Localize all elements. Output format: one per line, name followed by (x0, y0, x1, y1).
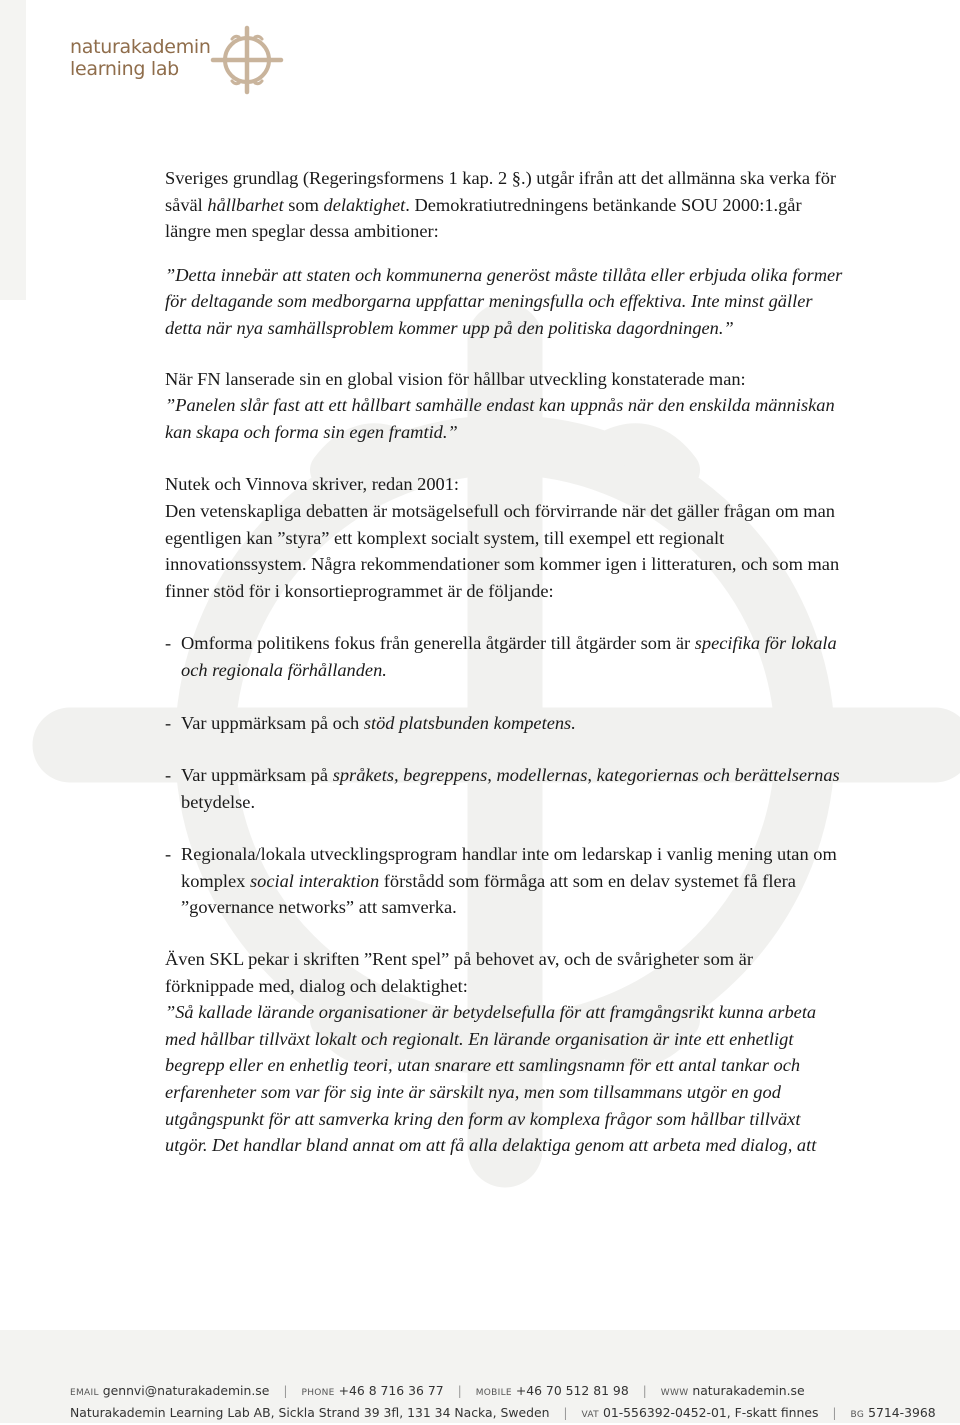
text: Regionala/lokala utvecklingsprogram handlar inte om ledarskap i vanlig mening utan om komplex (181, 844, 837, 891)
list-item (165, 630, 845, 683)
website: naturakademin.se (692, 1383, 805, 1398)
logo-text (70, 36, 220, 80)
emphasis: delaktighet (323, 194, 406, 215)
quote-text: ”Detta innebär att staten och kommunerna generöst måste tillåta eller erbjuda olika former för deltagande som medborgarna uppfattar meningsfulla och effektiva. Inte minst gäller detta när nya samhällsproblem kommer upp på den politiska dagordningen.” (165, 264, 843, 338)
list-dash: - (165, 765, 172, 786)
list-dash: - (165, 633, 172, 654)
text: som (283, 194, 324, 215)
bg-label: BG (850, 1410, 865, 1420)
logo-line-1: naturakademin (70, 36, 211, 58)
footer (70, 1381, 936, 1425)
vat-number: 01-556392-0452-01, F-skatt finnes (602, 1405, 819, 1420)
separator: | (563, 1405, 568, 1420)
separator: | (642, 1383, 647, 1398)
phone-label: PHONE (301, 1388, 335, 1398)
cross-circle-icon (208, 24, 286, 96)
emphasis: stöd platsbunden kompetens. (363, 712, 576, 733)
text: förstådd som förmåga att som en delav systemet få flera ”governance networks” att samverka. (181, 870, 796, 918)
list-item (165, 710, 845, 737)
list-dash: - (165, 844, 172, 865)
paragraph-fn: När FN lanserade sin en global vision för hållbar utveckling konstaterade man: (165, 368, 746, 389)
footer-company-line (70, 1403, 936, 1425)
text: betydelse. (181, 791, 256, 812)
quote-text: ”Så kallade lärande organisationer är betydelsefulla för att framgångsrikt kunna arbeta med hållbar tillväxt lokalt och regionalt. En lärande organisation är inte ett enhetligt begrepp eller en enhetlig teori, utan snarare ett samlingsnamn för ett antal tankar och erfarenheter som var för sig inte är särskilt nya, men som tillsammans utgör en god utgångspunkt för att samverka kring den form av komplexa frågor som hållbar tillväxt utgör. Det handlar bland annat om att få alla delaktiga genom att arbeta med dialog, att (165, 1002, 817, 1156)
list-dash: - (165, 712, 172, 733)
separator: | (457, 1383, 462, 1398)
phone-number: +46 8 716 36 77 (338, 1383, 444, 1398)
list-item (165, 762, 845, 815)
quote-fn-panel (165, 392, 845, 445)
mobile-label: MOBILE (475, 1388, 512, 1398)
vat-label: VAT (581, 1410, 599, 1420)
logo-line-2: learning lab (70, 58, 179, 80)
list-item (165, 841, 845, 921)
quote-skl (165, 999, 845, 1159)
email-label: EMAIL (70, 1388, 99, 1398)
document-body (165, 165, 845, 1159)
text: Sveriges grundlag (Regeringsformens 1 kap. 2 §.) utgår ifrån att det allmänna ska verka för såväl (165, 168, 837, 215)
bg-number: 5714-3968 (868, 1405, 936, 1420)
paragraph-nutek: Den vetenskapliga debatten är motsägelsefull och förvirrande när det gäller frågan om man egentligen kan ”styra” ett komplext socialt system, till exempel ett regionalt innovationssystem. Några rekommendationer som kommer igen i litteraturen, och som man finner stöd för i konsortieprogrammet är de följande: (165, 500, 840, 601)
text: Omforma politikens fokus från generella åtgärder till åtgärder som är (181, 633, 695, 654)
footer-contact-line (70, 1381, 936, 1403)
mobile-number: +46 70 512 81 98 (515, 1383, 629, 1398)
separator: | (283, 1383, 288, 1398)
separator: | (832, 1405, 837, 1420)
emphasis: specifika för lokala och regionala förhållanden. (181, 633, 837, 680)
text: Var uppmärksam på och (181, 712, 364, 733)
emphasis: språkets, begreppens, modellernas, kategoriernas och berättelsernas (332, 765, 840, 786)
paragraph-skl: Även SKL pekar i skriften ”Rent spel” på behovet av, och de svårigheter som är förknippade med, dialog och delaktighet: (165, 949, 753, 996)
www-label: WWW (660, 1388, 689, 1398)
text: Var uppmärksam på (181, 765, 333, 786)
emphasis: hållbarhet (207, 194, 284, 215)
quote-demokratiutredningen (165, 262, 845, 342)
email-address: gennvi@naturakademin.se (102, 1383, 270, 1398)
paragraph-nutek-intro: Nutek och Vinnova skriver, redan 2001: (165, 474, 460, 495)
company-address: Naturakademin Learning Lab AB, Sickla Strand 39 3fl, 131 34 Nacka, Sweden (70, 1405, 550, 1420)
quote-text: ”Panelen slår fast att ett hållbart samhälle endast kan uppnås när den enskilda människan kan skapa och forma sin egen framtid.” (165, 395, 835, 442)
paragraph-grundlag (165, 165, 845, 245)
emphasis: social interaktion (249, 870, 380, 891)
text: . Demokratiutredningens betänkande SOU 2000:1.går längre men speglar dessa ambitioner: (165, 194, 802, 242)
recommendation-list (165, 630, 845, 921)
